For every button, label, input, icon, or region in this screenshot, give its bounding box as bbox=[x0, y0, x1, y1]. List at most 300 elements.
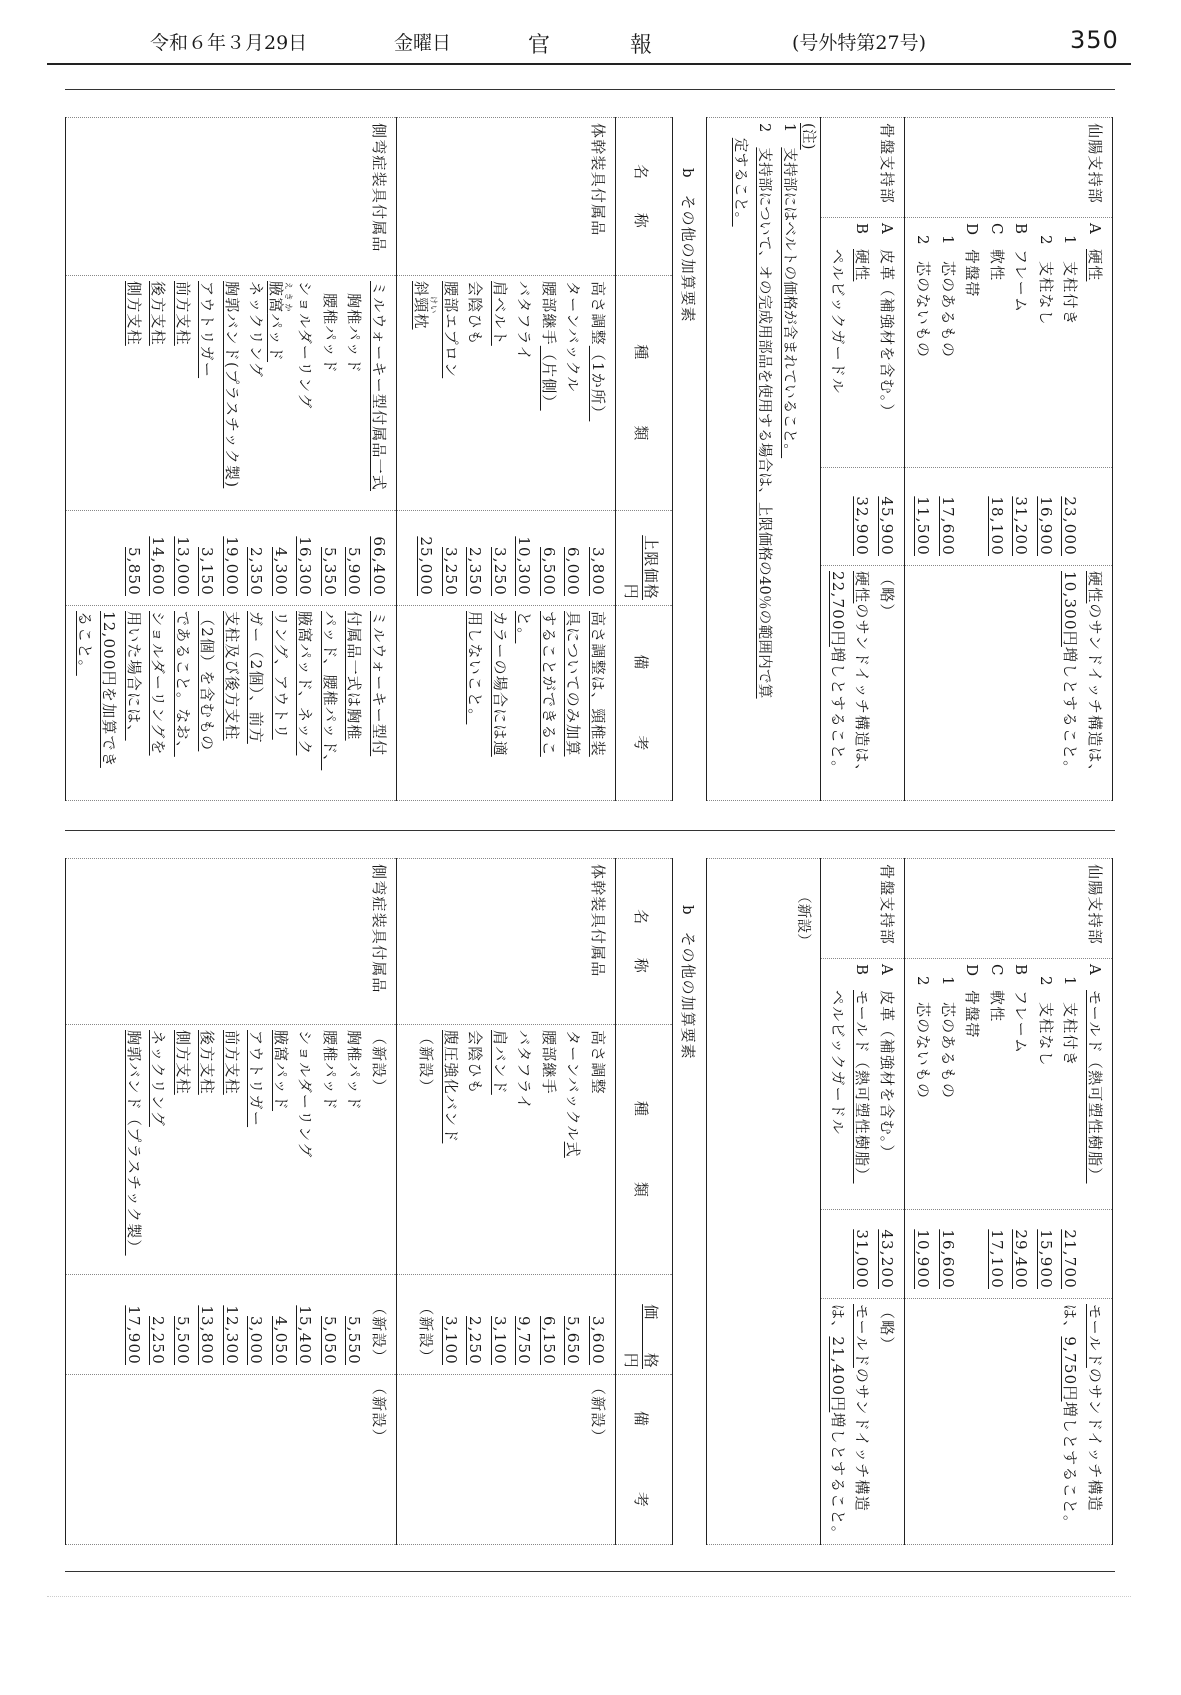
item-marker: A bbox=[878, 964, 896, 977]
text-segment: 支持部にはベルトの価格が含まれていること。 bbox=[781, 147, 797, 459]
text-segment: 定すること。 bbox=[732, 137, 748, 227]
remark-line bbox=[244, 611, 269, 795]
bottom-rule bbox=[65, 1571, 1115, 1572]
items-cell bbox=[397, 1025, 616, 1275]
price-cell bbox=[821, 1210, 905, 1299]
price-line bbox=[171, 516, 196, 600]
item-marker: 1 bbox=[939, 976, 957, 987]
price-line bbox=[1034, 473, 1059, 560]
lower-other-table bbox=[66, 858, 673, 1545]
ruby-text bbox=[412, 296, 439, 315]
price-line bbox=[244, 516, 269, 600]
text-segment: ガー（2個）、前方 bbox=[247, 611, 266, 744]
text-segment: 硬性 bbox=[1086, 571, 1104, 604]
price-cell bbox=[905, 468, 1113, 566]
table-row bbox=[905, 118, 1113, 801]
item-line bbox=[367, 281, 392, 505]
price-value: 4,050 bbox=[272, 1316, 290, 1365]
item-marker: 1 bbox=[939, 235, 957, 246]
item-text bbox=[829, 990, 847, 1135]
text-segment: ること。 bbox=[76, 611, 94, 676]
item-line bbox=[1034, 964, 1059, 1204]
text-segment: 芯のあるもの bbox=[939, 261, 957, 359]
remarks-cell bbox=[905, 566, 1113, 801]
remark-line bbox=[1058, 1304, 1083, 1539]
text-segment: 具についてのみ加算 bbox=[564, 611, 583, 757]
text-segment: 支柱なし bbox=[1037, 261, 1055, 326]
price-unit: 円 bbox=[622, 1352, 641, 1369]
remark-line bbox=[122, 611, 147, 795]
text-segment: 支柱なし bbox=[1037, 1002, 1055, 1067]
price-line bbox=[244, 1280, 269, 1369]
remark-line bbox=[850, 1304, 875, 1539]
price-value: 3,100 bbox=[491, 1316, 509, 1365]
support-grid bbox=[706, 858, 1113, 1545]
text-segment: アウトリガー bbox=[198, 281, 217, 379]
price-value: 31,200 bbox=[1012, 496, 1031, 556]
header-type-cell bbox=[616, 1025, 673, 1275]
note-line bbox=[791, 889, 816, 1539]
price-value: 18,100 bbox=[988, 496, 1006, 556]
item-line bbox=[488, 1030, 513, 1269]
price-line bbox=[293, 516, 318, 600]
price-line bbox=[488, 1280, 513, 1369]
price-value: （新設） bbox=[370, 1300, 388, 1365]
remark-line bbox=[537, 611, 562, 795]
price-value: 3,800 bbox=[589, 547, 607, 596]
price-value: 45,900 bbox=[878, 496, 896, 556]
remark-line bbox=[269, 611, 294, 795]
table-row bbox=[66, 859, 397, 1545]
text-segment: リング、アウトリ bbox=[272, 611, 290, 740]
text-segment: することができるこ bbox=[540, 611, 558, 757]
remarks-cell bbox=[821, 1299, 905, 1545]
text-segment: 肩ベルト bbox=[491, 281, 509, 346]
group-name: 体幹装具付属品 bbox=[589, 864, 607, 978]
text-segment: 胸郭バンド(プラスチック製) bbox=[223, 281, 241, 489]
text-segment: 腋窩パッド bbox=[272, 1030, 290, 1112]
table-body bbox=[707, 859, 1113, 1545]
price-line bbox=[936, 473, 961, 560]
text-segment: 腰部エプロン bbox=[442, 281, 460, 379]
text-segment: 斜 bbox=[412, 281, 431, 298]
price-line bbox=[985, 473, 1010, 560]
item-line bbox=[293, 281, 318, 505]
upper-other-table bbox=[66, 117, 673, 801]
text-segment: 増しとすること。 bbox=[1061, 646, 1080, 777]
item-marker: 2 bbox=[914, 235, 933, 246]
price-value: 5,900 bbox=[345, 547, 364, 596]
text-segment: 用しないこと。 bbox=[466, 611, 485, 725]
group-name-cell bbox=[905, 118, 1113, 218]
text-segment: 腰椎パッド bbox=[321, 1030, 339, 1112]
item-line bbox=[293, 1030, 318, 1269]
notes-cell bbox=[707, 118, 821, 801]
item-line bbox=[269, 1030, 294, 1269]
text-segment: 付属品一式は胸椎 bbox=[345, 611, 364, 741]
item-line bbox=[1083, 223, 1108, 462]
remark-line bbox=[367, 611, 392, 795]
price-line bbox=[1083, 1215, 1108, 1293]
price-value: 16,600 bbox=[939, 1229, 957, 1289]
text-segment: 式 bbox=[564, 1141, 583, 1158]
gazette-title-second: 報 bbox=[630, 33, 653, 58]
item-line bbox=[195, 1030, 220, 1269]
notes-row bbox=[707, 118, 821, 801]
remark-line bbox=[850, 571, 875, 795]
text-segment: 支柱及び後方支柱 bbox=[223, 611, 241, 741]
remarks-cell bbox=[905, 1299, 1113, 1545]
text-segment: 後方支柱 bbox=[198, 1030, 217, 1095]
price-line bbox=[318, 516, 343, 600]
item-text bbox=[854, 990, 872, 1184]
group-name-cell bbox=[397, 859, 616, 1025]
price-line bbox=[850, 1215, 875, 1293]
remark-line bbox=[826, 571, 851, 795]
price-value: 5,500 bbox=[174, 1316, 192, 1365]
item-marker: C bbox=[988, 223, 1006, 236]
remark-line bbox=[220, 611, 245, 795]
text-segment: 前方支柱 bbox=[174, 281, 192, 346]
price-value: 4,300 bbox=[272, 547, 290, 596]
text-segment: のサンドイッチ構造は、 bbox=[1086, 603, 1104, 780]
price-value: 16,300 bbox=[296, 536, 315, 596]
issue-weekday: 金曜日 bbox=[394, 32, 452, 54]
remark-line bbox=[875, 571, 900, 795]
text-segment: ペルビックガードル bbox=[829, 249, 847, 395]
item-line bbox=[122, 281, 147, 505]
item-line bbox=[342, 1030, 367, 1269]
text-segment: 芯のないもの bbox=[914, 1002, 933, 1100]
price-line bbox=[850, 473, 875, 560]
item-line bbox=[850, 223, 875, 462]
price-line bbox=[512, 1280, 537, 1369]
item-line bbox=[850, 964, 875, 1204]
group-name: 仙腸支持部 bbox=[1086, 123, 1104, 205]
price-value: 15,900 bbox=[1037, 1229, 1055, 1289]
group-name-cell bbox=[821, 118, 905, 218]
table-row bbox=[66, 118, 397, 801]
text-segment: 10,300円 bbox=[1061, 571, 1080, 647]
other-grid bbox=[65, 858, 673, 1545]
price-value: 6,150 bbox=[540, 1316, 558, 1365]
price-value: 10,900 bbox=[914, 1229, 933, 1289]
item-line bbox=[220, 1030, 245, 1269]
price-value: 3,600 bbox=[589, 1316, 607, 1365]
item-line bbox=[960, 223, 985, 462]
item-line bbox=[512, 1030, 537, 1269]
text-segment: アウトリガー bbox=[247, 1030, 266, 1128]
text-segment: 腰椎パッド bbox=[321, 293, 339, 375]
price-value: 2,350 bbox=[466, 547, 485, 596]
item-marker: B bbox=[1012, 223, 1031, 236]
table-body bbox=[66, 118, 673, 801]
price-line bbox=[875, 473, 900, 560]
top-rule bbox=[65, 89, 1115, 90]
ruby-base: 頸 bbox=[412, 296, 431, 315]
item-line bbox=[826, 223, 851, 462]
issue-number: (号外特第27号) bbox=[792, 32, 927, 54]
text-segment: 支柱付き bbox=[1061, 1002, 1080, 1067]
text-segment: ペルビックガードル bbox=[829, 990, 847, 1136]
price-line bbox=[342, 1280, 367, 1369]
items-cell bbox=[905, 218, 1113, 468]
item-line bbox=[414, 281, 439, 505]
price-value: 12,300 bbox=[223, 1305, 241, 1365]
text-segment: フレーム bbox=[1012, 990, 1031, 1055]
item-marker: 2 bbox=[1037, 976, 1055, 987]
text-segment: （新設） bbox=[370, 1380, 388, 1445]
remark-line bbox=[826, 1304, 851, 1542]
price-line bbox=[220, 516, 245, 600]
text-segment: 軟性 bbox=[988, 990, 1006, 1023]
middle-rule bbox=[65, 830, 1115, 831]
item-text bbox=[988, 249, 1006, 281]
remarks-cell bbox=[66, 1375, 397, 1545]
item-line bbox=[122, 1030, 147, 1269]
price-value: 2,250 bbox=[466, 1316, 485, 1365]
price-value: 19,000 bbox=[223, 536, 241, 596]
remark-line bbox=[463, 611, 488, 795]
text-segment: 側方支柱 bbox=[174, 1030, 192, 1095]
item-line bbox=[463, 1030, 488, 1269]
group-name: 側弯症装具付属品 bbox=[370, 864, 388, 994]
text-segment: 22,700円 bbox=[829, 571, 847, 647]
item-line bbox=[1083, 964, 1108, 1204]
text-segment: （略） bbox=[878, 571, 896, 620]
text-segment: 1 bbox=[781, 123, 797, 148]
price-line bbox=[537, 516, 562, 600]
note-line bbox=[752, 123, 777, 795]
text-segment: ミルウォーキー型付 bbox=[370, 611, 388, 757]
price-value: 32,900 bbox=[853, 496, 872, 556]
price-value: 13,000 bbox=[174, 536, 192, 596]
price-value: 6,000 bbox=[564, 547, 583, 596]
price-line bbox=[1058, 473, 1083, 560]
text-segment: モールド（熱可塑性樹脂） bbox=[853, 990, 872, 1184]
header-name: 名 称 bbox=[632, 909, 650, 974]
text-segment: 骨盤帯 bbox=[963, 990, 982, 1039]
item-line bbox=[875, 223, 900, 462]
remark-line bbox=[875, 1304, 900, 1539]
notes-cell bbox=[707, 859, 821, 1545]
price-line bbox=[195, 1280, 220, 1369]
text-segment: 枕 bbox=[412, 313, 431, 330]
item-line bbox=[875, 964, 900, 1204]
item-line bbox=[1009, 223, 1034, 462]
item-line bbox=[463, 281, 488, 505]
text-segment: 皮革（補強材を含む。） bbox=[878, 990, 896, 1161]
text-segment: ターンバックル bbox=[564, 281, 583, 393]
item-line bbox=[146, 1030, 171, 1269]
table-row bbox=[397, 118, 616, 801]
header-row bbox=[616, 118, 673, 801]
table-row bbox=[397, 859, 616, 1545]
item-line bbox=[960, 964, 985, 1204]
items-cell bbox=[66, 1025, 397, 1275]
price-line bbox=[1034, 1215, 1059, 1293]
text-segment: パッド bbox=[267, 313, 285, 363]
header-type-cell bbox=[616, 276, 673, 511]
item-line bbox=[367, 1030, 392, 1269]
price-line bbox=[146, 516, 171, 600]
price-unit: 円 bbox=[622, 583, 641, 600]
text-segment: （略） bbox=[878, 1304, 896, 1353]
item-text bbox=[1013, 990, 1031, 1054]
group-name-cell bbox=[66, 859, 397, 1025]
text-segment: 胸椎パッド bbox=[345, 293, 364, 375]
price-value: 5,350 bbox=[321, 547, 339, 596]
text-segment: （2個）を含むもの bbox=[198, 611, 217, 752]
item-line bbox=[318, 281, 343, 505]
price-line bbox=[826, 473, 851, 560]
item-line bbox=[586, 281, 611, 505]
price-line bbox=[293, 1280, 318, 1369]
text-segment: ネックリング bbox=[149, 1030, 168, 1127]
price-value: 5,550 bbox=[345, 1316, 364, 1365]
text-segment: 2 bbox=[756, 123, 773, 148]
price-label: 上限価格 bbox=[642, 535, 661, 600]
text-segment: フレーム bbox=[1012, 249, 1031, 314]
footer-rule bbox=[47, 1596, 1131, 1597]
price-value: 5,050 bbox=[321, 1316, 339, 1365]
text-segment: 支柱付き bbox=[1061, 261, 1080, 326]
text-segment: 皮革（補強材を含む。） bbox=[878, 249, 896, 420]
price-line bbox=[220, 1280, 245, 1369]
text-segment: ショルダーリング bbox=[296, 1030, 315, 1159]
price-value: 43,200 bbox=[878, 1229, 896, 1289]
price-line bbox=[826, 1215, 851, 1293]
item-line bbox=[985, 964, 1010, 1204]
remark-line bbox=[73, 611, 98, 795]
note-line bbox=[728, 123, 753, 795]
text-segment: （新設） bbox=[417, 1030, 436, 1095]
price-line bbox=[911, 1215, 936, 1293]
text-segment: ターンバックル bbox=[564, 1030, 583, 1142]
item-line bbox=[439, 1030, 464, 1269]
text-segment: 腰部継手 bbox=[540, 281, 558, 346]
header-remarks-cell bbox=[616, 1375, 673, 1545]
item-line bbox=[1034, 223, 1059, 462]
remark-line bbox=[1083, 571, 1108, 795]
text-segment: (注) bbox=[800, 123, 816, 150]
text-segment: 芯のないもの bbox=[914, 261, 933, 359]
header-type: 種 類 bbox=[632, 1100, 650, 1199]
header-row bbox=[616, 859, 673, 1545]
items-cell bbox=[821, 218, 905, 468]
lower-support-table bbox=[707, 858, 1113, 1545]
text-segment: 側方支柱 bbox=[125, 281, 143, 346]
text-segment: 腋窩パッド、ネック bbox=[296, 611, 315, 756]
price-line bbox=[318, 1280, 343, 1369]
header-rule bbox=[47, 63, 1131, 65]
price-cell bbox=[821, 468, 905, 566]
text-segment: 21,400円 bbox=[829, 1336, 847, 1413]
item-line bbox=[936, 223, 961, 462]
item-text bbox=[346, 293, 364, 374]
item-line bbox=[985, 223, 1010, 462]
header-remarks-cell bbox=[616, 606, 673, 801]
item-text bbox=[1086, 249, 1104, 281]
text-segment: バタフライ bbox=[515, 281, 534, 362]
remark-line bbox=[342, 611, 367, 795]
price-line bbox=[367, 516, 392, 600]
item-text bbox=[964, 990, 982, 1039]
text-segment: ショルダーリングを bbox=[149, 611, 168, 756]
price-line bbox=[439, 1280, 464, 1369]
price-value: 21,700 bbox=[1061, 1229, 1080, 1289]
price-line bbox=[1083, 473, 1108, 560]
item-line bbox=[318, 1030, 343, 1269]
remark-line bbox=[586, 1380, 611, 1539]
text-segment: 硬性 bbox=[1086, 249, 1104, 282]
section-heading-lower: b その他の加算要素 bbox=[679, 905, 697, 1060]
text-segment: （1か所） bbox=[589, 345, 607, 422]
text-segment: 高さ調整 bbox=[589, 281, 607, 346]
text-segment: ミルウォーキー型付属品一式 bbox=[370, 281, 388, 492]
price-value: 11,500 bbox=[914, 496, 933, 556]
price-line bbox=[342, 516, 367, 600]
remark-line bbox=[318, 611, 343, 795]
item-line bbox=[561, 1030, 586, 1269]
header-name-cell bbox=[616, 859, 673, 1025]
item-line bbox=[586, 1030, 611, 1269]
item-marker: A bbox=[878, 223, 896, 236]
notes-row bbox=[707, 859, 821, 1545]
price-value: 66,400 bbox=[370, 536, 388, 596]
item-marker: 2 bbox=[1037, 235, 1055, 246]
group-name: 骨盤支持部 bbox=[878, 864, 896, 946]
price-value: 16,900 bbox=[1037, 496, 1055, 556]
price-value: 10,300 bbox=[515, 536, 534, 596]
text-segment: （新設） bbox=[370, 1030, 388, 1095]
item-text bbox=[1086, 990, 1104, 1184]
price-value: 5,850 bbox=[125, 547, 143, 596]
price-value: （新設） bbox=[417, 1300, 436, 1365]
items-cell bbox=[821, 959, 905, 1210]
header-name: 名 称 bbox=[632, 164, 650, 229]
remark-line bbox=[561, 611, 586, 795]
item-text bbox=[1013, 249, 1031, 313]
item-text bbox=[939, 1002, 957, 1099]
item-line bbox=[1058, 223, 1083, 462]
text-segment: であること。なお、 bbox=[174, 611, 192, 757]
text-segment: 増しとすること。 bbox=[829, 1412, 847, 1542]
price-line bbox=[269, 1280, 294, 1369]
text-segment: 会陰ひも bbox=[466, 1030, 485, 1095]
remark-line bbox=[367, 1380, 392, 1539]
header-type: 種 類 bbox=[632, 344, 650, 442]
page-number: 350 bbox=[1070, 26, 1119, 54]
item-line bbox=[171, 1030, 196, 1269]
item-line bbox=[911, 223, 936, 462]
item-text bbox=[1062, 1002, 1080, 1067]
text-segment: 胸椎パッド bbox=[345, 1030, 364, 1112]
text-segment: は、 bbox=[1061, 1304, 1080, 1337]
price-line bbox=[586, 516, 611, 600]
remark-line bbox=[1058, 571, 1083, 795]
item-text bbox=[1062, 261, 1080, 326]
price-value: 25,000 bbox=[417, 536, 436, 596]
price-line bbox=[960, 473, 985, 560]
item-line bbox=[146, 281, 171, 505]
price-value: 31,000 bbox=[853, 1229, 872, 1289]
item-text bbox=[915, 1002, 933, 1099]
item-line bbox=[244, 1030, 269, 1269]
items-cell bbox=[397, 276, 616, 511]
item-marker: B bbox=[853, 223, 872, 236]
price-line bbox=[122, 516, 147, 600]
